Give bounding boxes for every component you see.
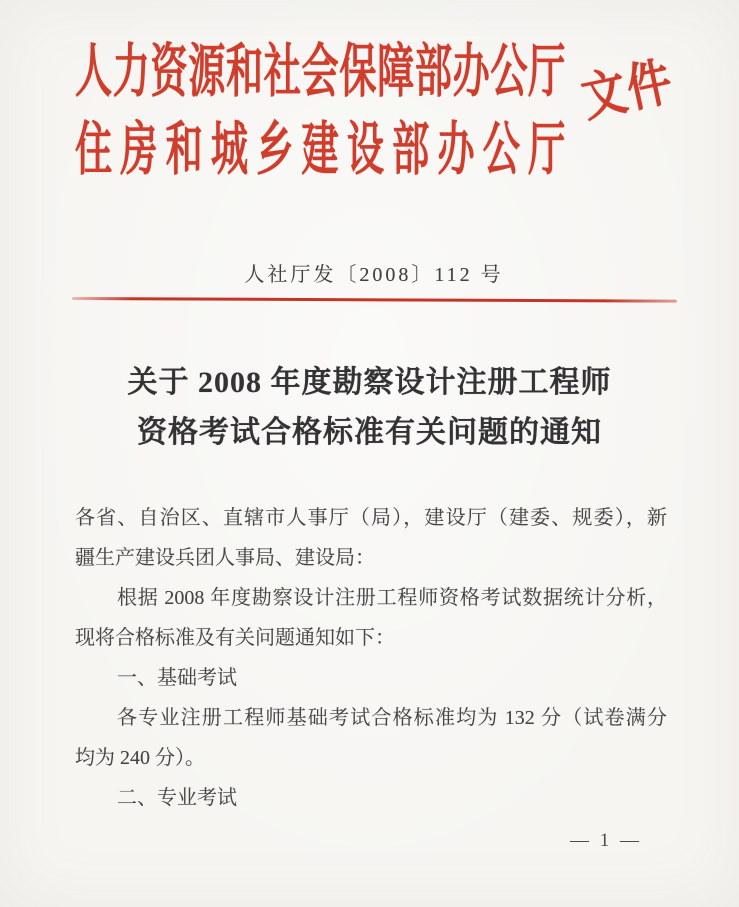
body-line: 各省、自治区、直辖市人事厅（局），建设厅（建委、规委），新 bbox=[75, 507, 667, 529]
body-line: 疆生产建设兵团人事局、建设局： bbox=[75, 547, 375, 569]
body-line: 根据 2008 年度勘察设计注册工程师资格考试数据统计分析， bbox=[117, 587, 667, 609]
doc-type-label: 文件 bbox=[576, 53, 679, 129]
title-line-2: 资格考试合格标准有关问题的通知 bbox=[137, 416, 602, 449]
document-title bbox=[0, 358, 739, 458]
body-line: 现将合格标准及有关问题通知如下： bbox=[75, 627, 395, 649]
doc-number: 人社厅发〔2008〕112 号 bbox=[244, 264, 504, 286]
red-divider-line bbox=[72, 297, 677, 303]
body-line: 各专业注册工程师基础考试合格标准均为 132 分（试卷满分 bbox=[117, 707, 667, 729]
issuer-line-1: 人力资源和社会保障部办公厅 bbox=[75, 39, 566, 104]
letterhead bbox=[75, 39, 679, 182]
body-line: 一、基础考试 bbox=[117, 667, 237, 689]
issuer-line-2: 住房和城乡建设部办公厅 bbox=[75, 117, 566, 182]
page-number: — 1 — bbox=[570, 830, 642, 851]
title-line-1: 关于 2008 年度勘察设计注册工程师 bbox=[127, 366, 612, 399]
body-line: 均为 240 分）。 bbox=[75, 747, 205, 769]
body-line: 二、专业考试 bbox=[117, 787, 237, 809]
document-body bbox=[75, 498, 667, 818]
